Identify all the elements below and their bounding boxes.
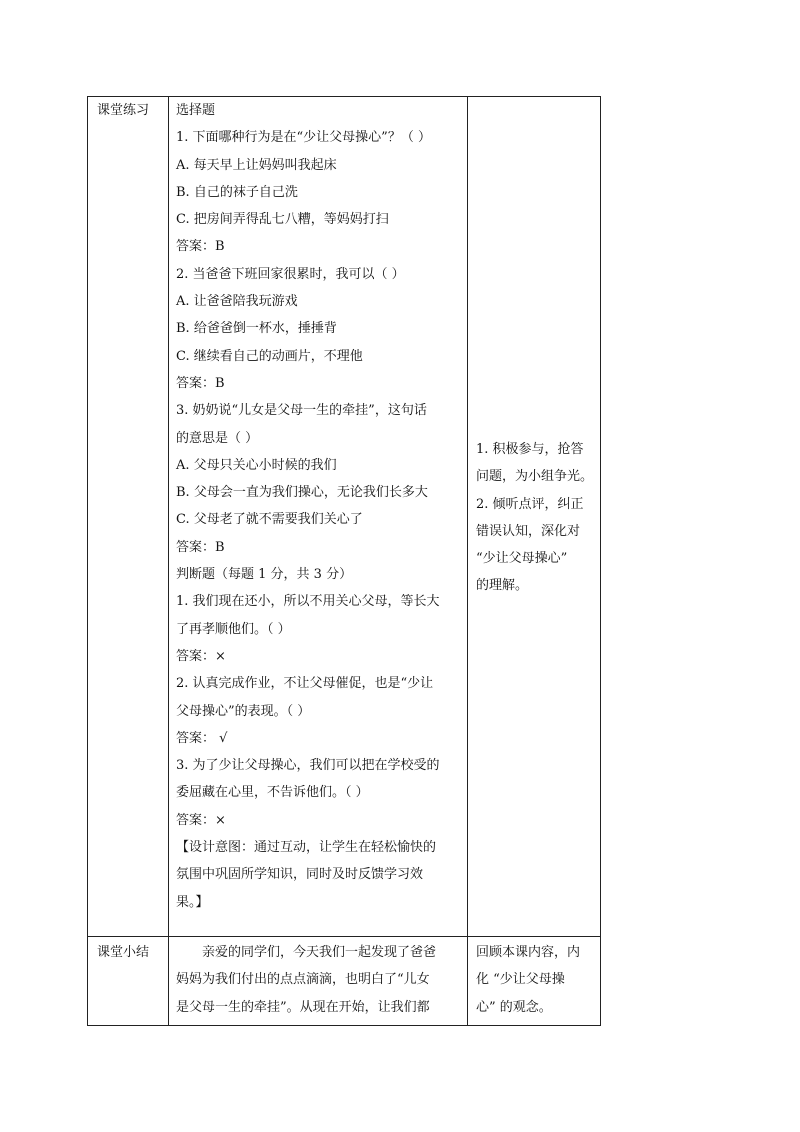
practice-student-activity <box>476 436 594 600</box>
content-line: B. 自己的袜子自己洗 <box>176 184 298 200</box>
content-line: 的意思是（ ） <box>176 430 259 446</box>
student-line: “少让父母操心” <box>476 551 568 567</box>
content-line: 答案：B <box>176 539 225 555</box>
content-line: C. 继续看自己的动画片，不理他 <box>176 348 363 364</box>
student-line: 的理解。 <box>476 578 529 594</box>
content-line: 【设计意图：通过互动，让学生在轻松愉快的 <box>176 840 437 856</box>
content-line: A. 每天早上让妈妈叫我起床 <box>176 157 337 173</box>
row-divider <box>87 936 600 937</box>
content-line: 答案：× <box>176 812 226 828</box>
content-line: 果。】 <box>176 894 209 910</box>
student-line: 回顾本课内容，内 <box>476 945 581 960</box>
content-line: 2. 当爸爸下班回家很累时，我可以（ ） <box>176 266 405 282</box>
column-divider-1 <box>168 96 169 1026</box>
content-line: 选择题 <box>176 103 216 118</box>
column-divider-2 <box>467 96 468 1026</box>
content-line: 氛围中巩固所学知识，同时及时反馈学习效 <box>176 867 424 883</box>
table-border-bottom <box>87 1025 600 1026</box>
content-line: 是父母一生的牵挂”。从现在开始，让我们都 <box>176 999 430 1015</box>
content-line: 判断题（每题 1 分，共 3 分） <box>176 567 353 583</box>
content-line: 了再孝顺他们。（ ） <box>176 621 291 637</box>
lesson-plan-table <box>87 96 601 1026</box>
content-line: 亲爱的同学们，今天我们一起发现了爸爸 <box>202 945 437 960</box>
content-line: A. 让爸爸陪我玩游戏 <box>176 294 298 310</box>
summary-content <box>176 939 466 1021</box>
row-label-summary: 课堂小结 <box>97 945 150 960</box>
content-line: 答案： √ <box>176 730 228 746</box>
student-line: 问题，为小组争光。 <box>476 469 594 485</box>
summary-student-activity <box>476 939 594 1021</box>
table-border-right <box>600 96 601 1026</box>
content-line: 妈妈为我们付出的点点滴滴，也明白了“儿女 <box>176 972 430 988</box>
student-line: 错误认知，深化对 <box>476 523 581 539</box>
student-line: 2. 倾听点评，纠正 <box>476 496 584 512</box>
content-line: B. 父母会一直为我们操心，无论我们长多大 <box>176 485 428 501</box>
student-line: 心” 的观念。 <box>476 999 552 1015</box>
student-line: 化 “少让父母操 <box>476 972 565 988</box>
content-line: 3. 为了少让父母操心，我们可以把在学校受的 <box>176 758 440 774</box>
content-line: 2. 认真完成作业，不让父母催促，也是“少让 <box>176 676 434 692</box>
content-line: C. 把房间弄得乱七八糟，等妈妈打扫 <box>176 212 389 228</box>
student-line: 1. 积极参与，抢答 <box>476 442 584 457</box>
row-label-practice: 课堂练习 <box>97 103 150 118</box>
content-line: 答案：B <box>176 239 225 255</box>
content-line: 1. 我们现在还小，所以不用关心父母，等长大 <box>176 594 440 610</box>
content-line: 委屈藏在心里，不告诉他们。（ ） <box>176 785 369 801</box>
content-line: 3. 奶奶说“儿女是父母一生的牵挂”，这句话 <box>176 403 427 419</box>
practice-content <box>176 97 466 916</box>
content-line: 1. 下面哪种行为是在“少让父母操心”？（ ） <box>176 130 431 146</box>
content-line: C. 父母老了就不需要我们关心了 <box>176 512 363 528</box>
content-line: 答案：× <box>176 648 226 664</box>
table-border-left <box>87 96 88 1026</box>
content-line: 答案：B <box>176 375 225 391</box>
content-line: B. 给爸爸倒一杯水，捶捶背 <box>176 321 337 337</box>
content-line: 父母操心”的表现。（ ） <box>176 703 311 719</box>
content-line: A. 父母只关心小时候的我们 <box>176 457 337 473</box>
